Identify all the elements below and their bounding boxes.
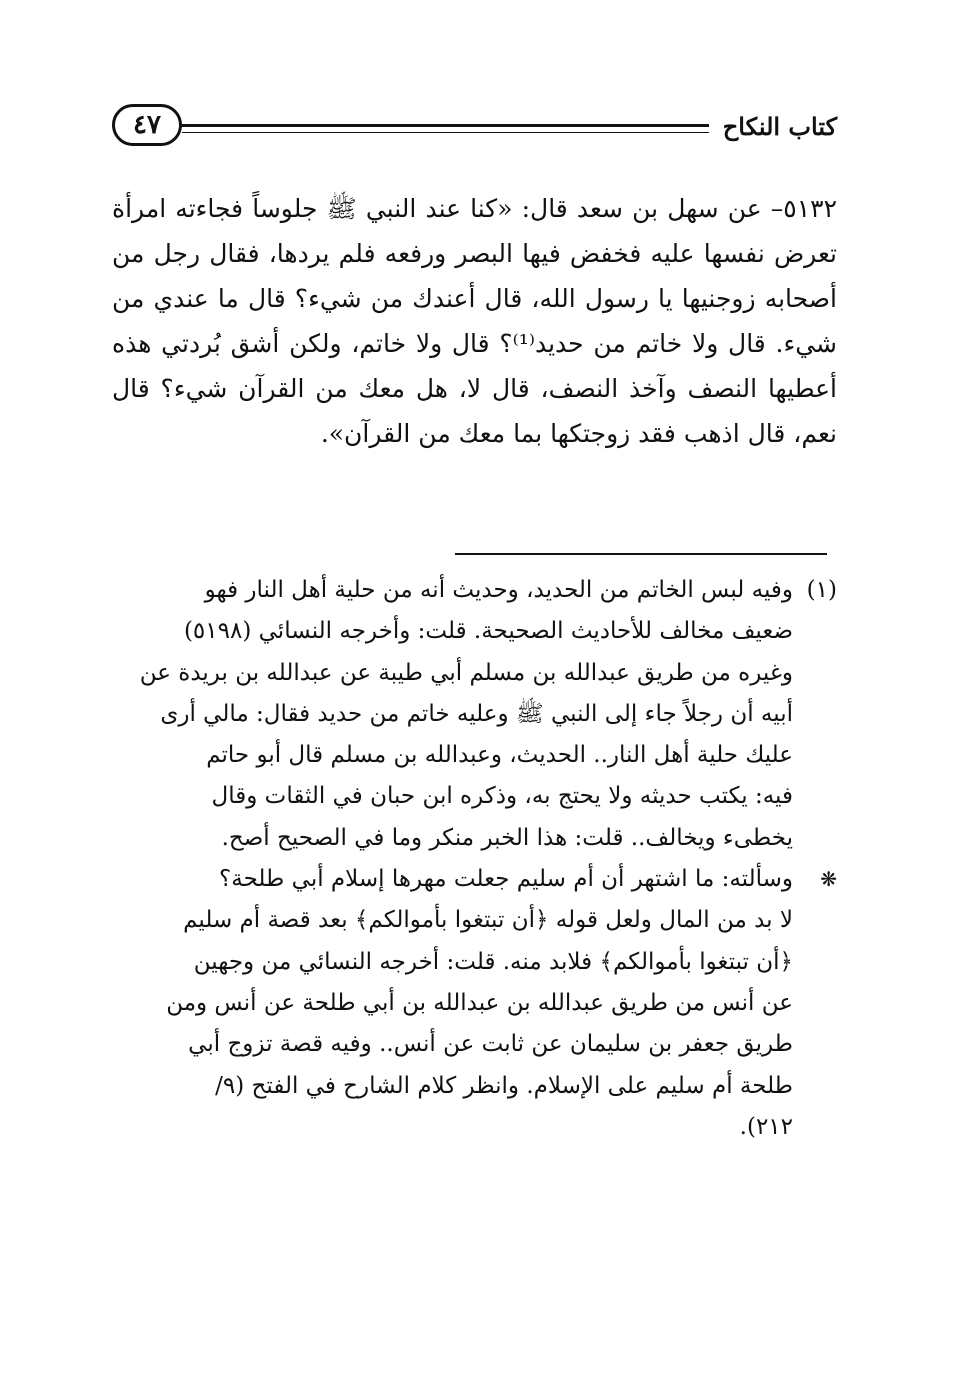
footnote-marker: (١) [806,577,837,603]
answer-line: لا بد من المال ولعل قوله ﴿أن تبتغوا بأموالكم﴾ بعد قصة أم سليم [183,907,793,934]
answer-line: ﴿أن تبتغوا بأموالكم﴾ فلابد منه. قلت: أخرجه النسائي من وجهين [193,948,793,975]
asterism-icon: ❋ [820,867,837,892]
answer-line: طلحة أم سليم على الإسلام. وانظر كلام الشارح في الفتح (٩/ [215,1072,793,1099]
question-note [112,859,837,1148]
running-title: كتاب النكاح [722,112,837,141]
page-header [112,100,837,164]
footnote-line: أبيه أن رجلاً جاء إلى النبي ﷺ وعليه خاتم من حديد فقال: مالي أرى [160,700,793,727]
footnote-line: يخطىء ويخالف.. قلت: هذا الخبر منكر وما في الصحيح أصح. [221,824,793,851]
answer-line: عن أنس من طريق عبدالله بن عبدالله بن أبي طلحة عن أنس ومن [166,989,793,1016]
question-line: ❋وسألته: ما اشتهر أن أم سليم جعلت مهرها إسلام أبي طلحة؟ [112,859,837,900]
footnote-separator [455,553,827,555]
footnote-1 [112,570,837,859]
answer-line: طريق جعفر بن سليمان عن ثابت عن أنس.. وفيه قصة تزوج أبي [188,1031,793,1058]
footnote-line: فيه: يكتب حديثه ولا يحتج به، وذكره ابن حبان في الثقات وقال [211,783,793,810]
footnote-line: عليك حلية أهل النار.. الحديث، وعبدالله بن مسلم قال أبو حاتم [206,742,793,769]
footnotes [112,570,837,1148]
answer-line: ٢١٢). [739,1113,793,1140]
footnote-line: (١)وفيه لبس الخاتم من الحديد، وحديث أنه من حلية أهل النار فهو [112,570,837,611]
page-number: ٤٧ [112,104,182,146]
footnote-line: ضعيف مخالف للأحاديث الصحيحة. قلت: وأخرجه النسائي (٥١٩٨) [183,618,793,645]
footnote-line: وغيره من طريق عبدالله بن مسلم أبي طيبة عن عبدالله بن بريدة عن [139,659,793,686]
hadith-paragraph: ٥١٣٢– عن سهل بن سعد قال: «كنا عند النبي ﷺ جلوساً فجاءته امرأة تعرض نفسها عليه فخفض فيها البصر ورفعه فلم يردها، فقال رجل من أصحابه زوجنيها يا رسول الله، قال أعندك من شيء؟ قال ما عندي من شيء. قال ولا خاتم من حديد⁽¹⁾؟ قال ولا خاتم، ولكن أشق بُردتي هذه أعطيها النصف وآخذ النصف، قال لا، هل معك من القرآن شيء؟ قال نعم، قال اذهب فقد زوجتكها بما معك من القرآن». [112,194,837,448]
hadith-text [112,186,837,456]
header-rule [182,124,709,133]
